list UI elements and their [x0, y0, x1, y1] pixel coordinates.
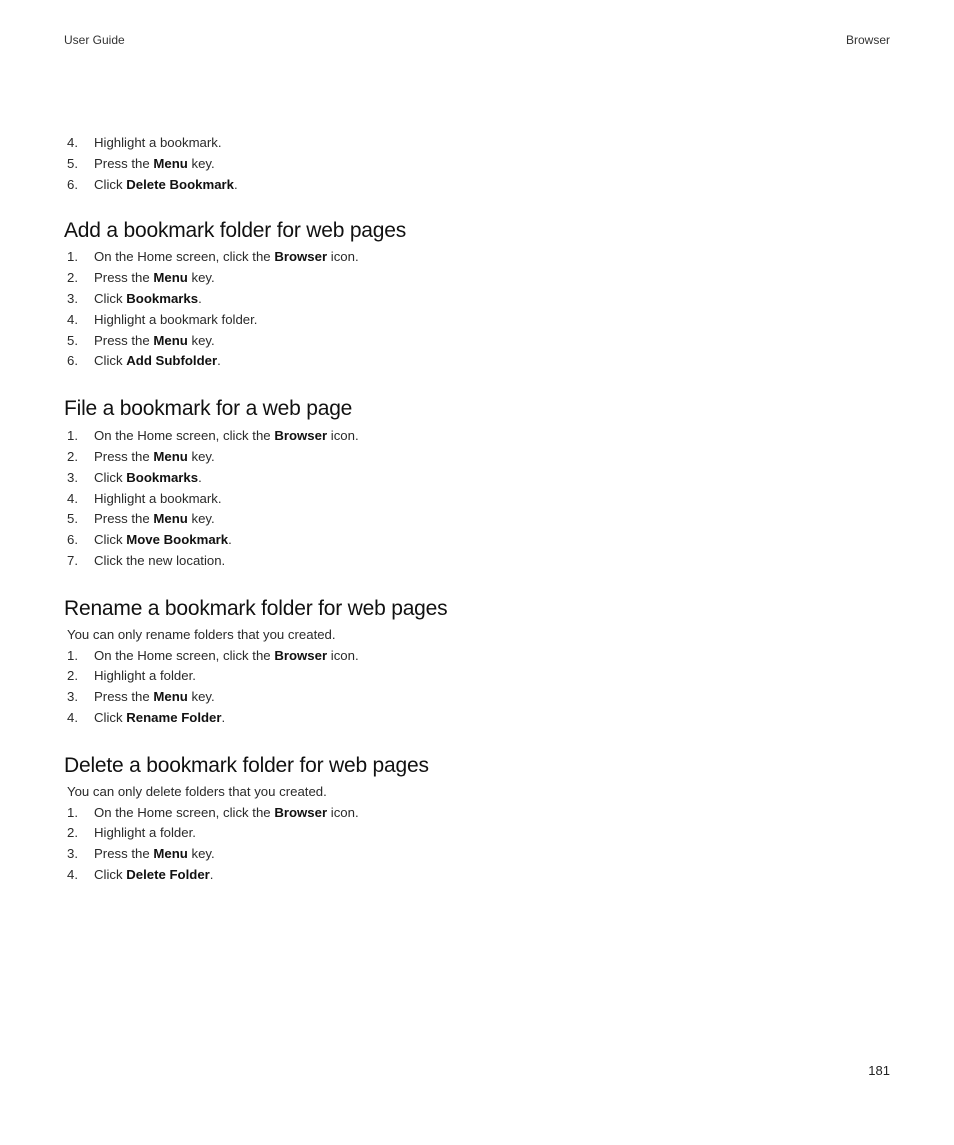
- list-item: [64, 823, 890, 844]
- step-number: 6.: [67, 176, 78, 192]
- list-item: [64, 154, 890, 175]
- step-number: 2.: [67, 270, 78, 286]
- step-text: Click Delete Bookmark.: [94, 176, 238, 192]
- step-text: Highlight a bookmark folder.: [94, 311, 258, 327]
- step-number: 5.: [67, 332, 78, 348]
- list-item: [64, 509, 890, 530]
- section-heading-rename-bookmark-folder: Rename a bookmark folder for web pages: [64, 596, 448, 620]
- continued-steps-list: [64, 133, 890, 195]
- step-text: Highlight a folder.: [94, 825, 196, 841]
- list-item: [64, 310, 890, 331]
- step-number: 5.: [67, 155, 78, 171]
- list-item: [64, 551, 890, 572]
- step-text: Press the Menu key.: [94, 846, 215, 862]
- step-text: Click Move Bookmark.: [94, 532, 232, 548]
- step-text: On the Home screen, click the Browser icon.: [94, 647, 359, 663]
- step-number: 6.: [67, 532, 78, 548]
- page-number: 181: [868, 1063, 890, 1078]
- steps-list-rename-bookmark-folder: [64, 646, 890, 729]
- step-text: Press the Menu key.: [94, 511, 215, 527]
- step-number: 7.: [67, 552, 78, 568]
- list-item: [64, 133, 890, 154]
- list-item: [64, 865, 890, 886]
- step-text: On the Home screen, click the Browser icon.: [94, 804, 359, 820]
- step-number: 2.: [67, 668, 78, 684]
- step-text: Click Rename Folder.: [94, 709, 226, 725]
- step-number: 4.: [67, 311, 78, 327]
- list-item: [64, 803, 890, 824]
- step-number: 4.: [67, 709, 78, 725]
- step-text: Press the Menu key.: [94, 155, 215, 171]
- section-heading-add-bookmark-folder: Add a bookmark folder for web pages: [64, 219, 407, 243]
- step-text: Click Bookmarks.: [94, 290, 202, 306]
- step-number: 2.: [67, 448, 78, 464]
- section-heading-file-bookmark: File a bookmark for a web page: [64, 397, 353, 421]
- step-number: 4.: [67, 135, 78, 150]
- step-text: Click Delete Folder.: [94, 866, 214, 882]
- list-item: [64, 844, 890, 865]
- page-content: [64, 133, 890, 886]
- running-header-right: Browser: [845, 33, 890, 47]
- step-text: Press the Menu key.: [94, 448, 215, 464]
- list-item: [64, 268, 890, 289]
- list-item: [64, 289, 890, 310]
- step-number: 3.: [67, 846, 78, 862]
- list-item: [64, 530, 890, 551]
- list-item: [64, 247, 890, 268]
- section-intro-text: You can only delete folders that you created.: [67, 783, 327, 799]
- step-number: 1.: [67, 647, 78, 663]
- step-number: 1.: [67, 249, 78, 265]
- step-number: 3.: [67, 290, 78, 306]
- list-item: [64, 426, 890, 447]
- step-text: Click the new location.: [94, 552, 226, 568]
- list-item: [64, 687, 890, 708]
- steps-list-add-bookmark-folder: [64, 247, 890, 372]
- list-item: [64, 708, 890, 729]
- step-text: Click Bookmarks.: [94, 469, 202, 485]
- steps-list-delete-bookmark-folder: [64, 803, 890, 886]
- list-item: [64, 175, 890, 196]
- list-item: [64, 646, 890, 667]
- step-number: 1.: [67, 428, 78, 444]
- step-text: Press the Menu key.: [94, 332, 215, 348]
- section-heading-delete-bookmark-folder: Delete a bookmark folder for web pages: [64, 753, 429, 777]
- steps-list-file-bookmark: [64, 426, 890, 572]
- step-text: Click Add Subfolder.: [94, 353, 221, 369]
- list-item: [64, 351, 890, 372]
- step-number: 3.: [67, 689, 78, 705]
- step-number: 1.: [67, 804, 78, 820]
- step-number: 5.: [67, 511, 78, 527]
- step-number: 3.: [67, 469, 78, 485]
- step-number: 4.: [67, 866, 78, 882]
- section-intro-text: You can only rename folders that you created.: [67, 626, 336, 642]
- step-text: On the Home screen, click the Browser icon.: [94, 249, 359, 265]
- step-number: 2.: [67, 825, 78, 841]
- step-number: 4.: [67, 490, 78, 506]
- step-number: 6.: [67, 353, 78, 369]
- list-item: [64, 468, 890, 489]
- step-text: Press the Menu key.: [94, 689, 215, 705]
- list-item: [64, 489, 890, 510]
- list-item: [64, 447, 890, 468]
- step-text: Highlight a bookmark.: [94, 490, 222, 506]
- list-item: [64, 331, 890, 352]
- step-text: On the Home screen, click the Browser icon.: [94, 428, 359, 444]
- running-header-left: User Guide: [64, 33, 125, 47]
- step-text: Press the Menu key.: [94, 270, 215, 286]
- step-text: Highlight a bookmark.: [94, 135, 222, 150]
- step-text: Highlight a folder.: [94, 668, 196, 684]
- list-item: [64, 666, 890, 687]
